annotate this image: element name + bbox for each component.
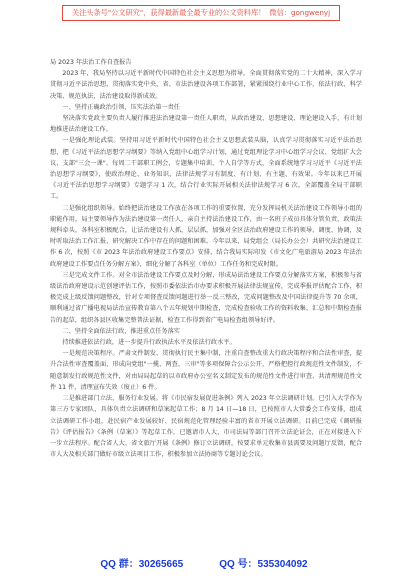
paragraph: 二是强化组织领导。始终把法治建设工作放在各项工作的重要位置，充分发挥局机关法治建设工作领导小组的职能作用，局主要领导作为法治建设第一责任人，亲自主持法治建设工作，由一名班子成员具体分管负责，政策法规科牵头，各科室积极配合，让法治建设有人抓，层层抓，加强对全区法治政府建设工作的领导、调度、协调，及时听取法治工作汇报，研究解决工作中存在的问题和困难。今年以来，局党组会（局长办公会）共研究法治建设工作 6 次，按照《市 2023 年法治政府建设工作要点》安排，结合我局实际印发《市文化广电旅游局 2023 年法治政府建设工作要点任务分解方案》，细化分解了各科室（单位）工作任务和完成时限。 [50, 204, 362, 268]
paragraph: 持续推进依法行政，进一步提升行政执法水平及依法行政水平。 [62, 339, 236, 347]
paragraph: 一是强化理论武装。坚持用习近平新时代中国特色社会主义思想武装头脑，认真学习贯彻落实习近平法治思想，把《习近平法治思想学习纲要》等纳入党组中心组学习计划，通过党组理论学习中心组学习会议、党组扩大会议、支部"三会一课"、每周二干部职工例会、专题集中培训、个人自学等方式，全面系统地学习习近平《习近平法治思想学习纲要》，使政治理论、业务知识、法律法规学习有制度、有计划、有主题、有效果。今年以来已开展《习近平法治思想学习纲要》专题学习 1 次，结合行业实际开展相关法律法规学习 6 次，全部覆盖全局干部职工。 [50, 137, 362, 201]
qq-number: QQ 号：535304092 [219, 559, 308, 570]
paragraph: 2023 年，我局坚持以习近平新时代中国特色社会主义思想为指导，全面贯彻落实党的二十大精神，深入学习贯彻习近平法治思想，贯彻落实党中央、省、市法治建设各项工作部署，紧紧围绕行业中心工作，依法行政、科学决策、规范执法，法治建设取得新成效。 [50, 70, 362, 100]
document-body [50, 57, 362, 460]
promo-banner-text: 关注头条号"公文研究"，获得最新最全最专业的公文资料库！ [71, 8, 266, 17]
paragraph: 三是完成文件工作。对全市法治建设工作要点及时分解，形成局法治建设工作要点分解落实方案，积极参与省级法治政府建设示范创建评估工作，按照市委依法治市办要求积极开展法律法规宣传，完成季报评估配合工作，积极完成上级反馈问题整改，针对专项督查反馈问题进行举一反三整改，完成问题整改及中国法律提升等 70 余项，顺利通过省广播电视局法治宣传教育第八个五年规划中期检查，完成检查验收工作的资料收集、汇总和中期检查报告的起草，组织各县区收集完整普法证据，检查工作得到省广电局检查组领导好评。 [50, 271, 362, 324]
paragraph: 一是规范决策程序。严肃文件制发、贯彻执行民主集中制，注重自查整改重大行政决策程序和合法性审查，提升合法性审查覆盖面，形成向党组"一揽、两查、三审"等多项保障合公示公开，严格把控行政规范性文件制发，不随意制发行政规范性文件，对由局局起草的以市政府办公室名义制定发布的规范性文件进行审查、共清理规范性文件 11 件，清理宣布失效（废止）6 件。 [50, 350, 362, 391]
qq-group: QQ 群：30265665 [100, 559, 184, 570]
section-heading: 一、坚持正确政治引领，压实法治第一责任 [62, 103, 180, 111]
paragraph: 二是推进部门立法，服务行业发展。将《市民宿发展促进条例》列入 2023 年立法调研计划。已引入大学作为第三方专家团队，具体负责立法调研和草案起草工作；8 月 14 日—18 日，已按照市人大常委会工作安排，组成立法调研工作小组，赴民宿产业发展较好、民宿规范化管理经验丰富的省市开展立法调研。目前已完成《调研报告》《评估报告》《条例（草案）》等起草工作，已邀请市人大、市司法局等部门召开立法论证会，正在对接进入下一步立法程序。配合省人大、省文旅厅开展《条例》修订立法调研，按要求单元收集市县需要及问题厅反馈，配合市人大及相关部门做好市级立法项目工作，积极参加立法协商等专题讨论会议。 [50, 395, 362, 459]
footer-contact [0, 555, 408, 569]
document-title: 局 2023 年法治工作自查报告 [50, 59, 132, 66]
promo-banner [62, 5, 340, 21]
section-heading: 二、坚持全面依法行政，推进重点任务落实 [62, 327, 180, 335]
paragraph: 坚决落实党政主要负责人履行推进法治建设第一责任人职责，从政治建设、思想建设、理论建设入手，有计划地推进法治建设工作。 [50, 115, 362, 134]
promo-banner-wechat: 微信：gongwenyj [269, 8, 331, 17]
